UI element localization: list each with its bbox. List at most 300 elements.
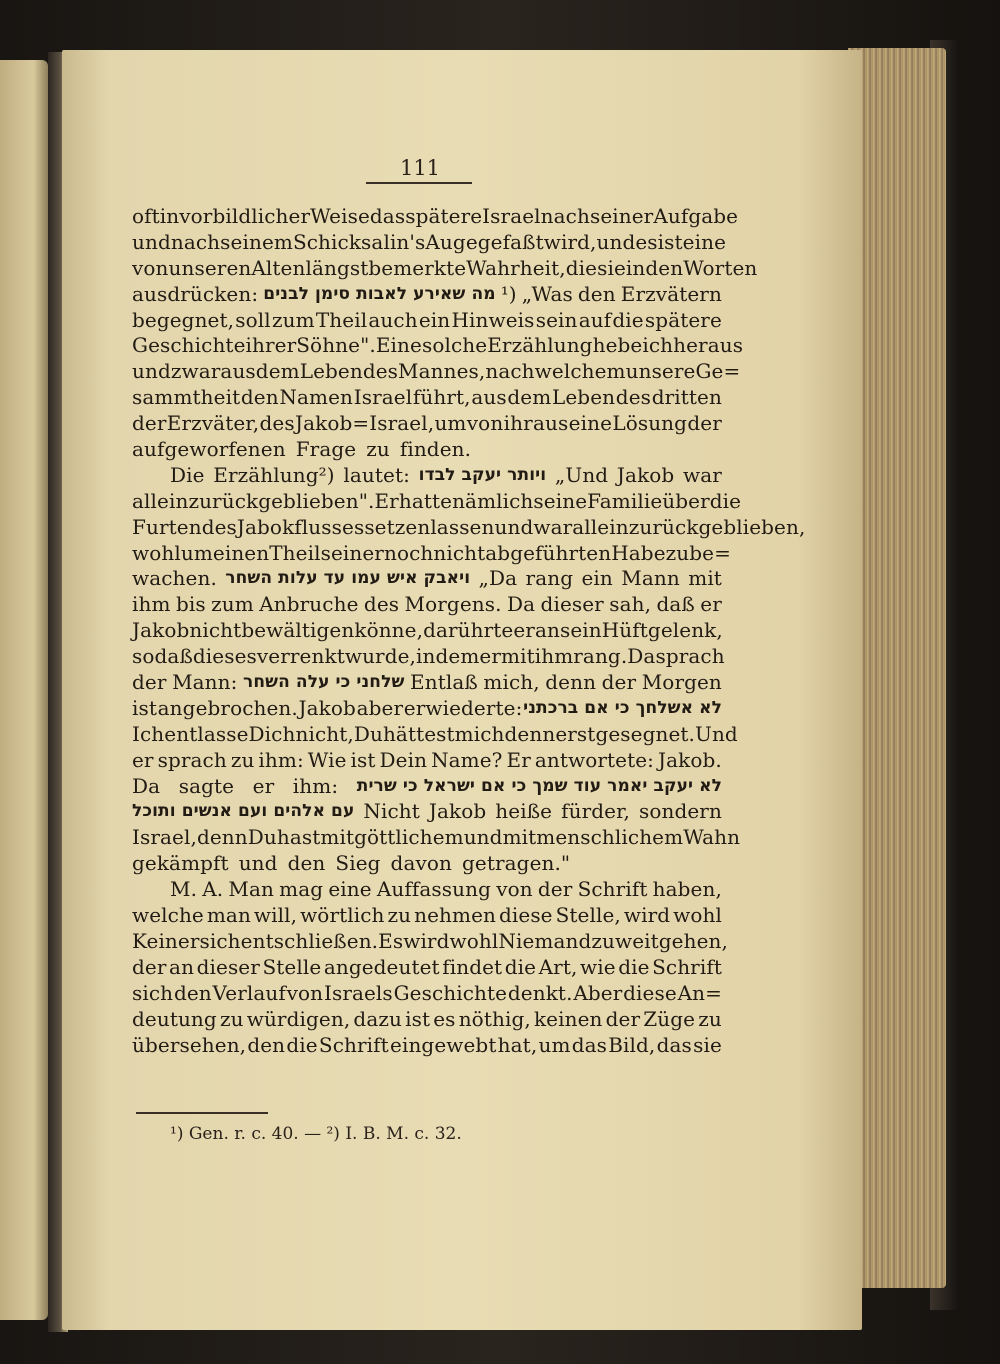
word: zu [366, 437, 390, 462]
word: der [132, 954, 167, 979]
word: Schrift [652, 954, 722, 979]
word: nach [170, 229, 221, 254]
footnote: ¹) Gen. r. c. 40. — ²) I. B. M. c. 32. [170, 1124, 462, 1144]
text-line [132, 696, 722, 722]
word: aus [471, 385, 507, 410]
word: gesegnet. [595, 721, 695, 746]
word: lautet: [343, 462, 410, 487]
word: Jakob [616, 462, 675, 487]
word: seiner [589, 204, 654, 228]
word: abgeführten [485, 540, 612, 565]
word: antwortete: [534, 747, 655, 772]
word: war [683, 462, 722, 487]
word: Habe [611, 540, 666, 565]
word: er [252, 773, 275, 798]
word: bemerkte [368, 255, 467, 280]
word: Auffassung [376, 877, 492, 902]
hebrew-phrase: לא אשלחך כי אם ברכתני [523, 697, 722, 718]
text-line [132, 903, 722, 929]
word: spätere [644, 307, 722, 332]
word: Nicht [363, 799, 420, 824]
word: er [700, 592, 722, 617]
word: der [605, 1006, 641, 1031]
word: den [577, 281, 616, 306]
word: der [132, 411, 167, 436]
word: göttlichem [354, 825, 464, 850]
word: um [538, 1032, 571, 1057]
text-line [132, 1033, 722, 1059]
word: Da [506, 592, 536, 617]
word: ich [642, 333, 674, 358]
word: finden. [399, 437, 472, 462]
word: sah, [609, 592, 652, 617]
word: Erzählung [487, 333, 593, 358]
word: zum [271, 307, 315, 332]
word: Bild, [608, 1032, 656, 1057]
word: dem [255, 359, 300, 384]
word: Stelle, [555, 903, 621, 928]
text-line [132, 514, 806, 541]
word: lassen [430, 514, 495, 539]
word: davon [390, 851, 452, 876]
word: von [466, 411, 504, 436]
word: vorbildlicher [179, 204, 311, 228]
word: Furten [132, 514, 202, 539]
word: des [615, 385, 651, 410]
word: Name? [431, 747, 503, 772]
word: spätere [405, 204, 483, 228]
word: zu [698, 1006, 722, 1031]
word: M. [170, 877, 198, 902]
word: zu [219, 1006, 244, 1031]
word: getragen." [462, 851, 571, 876]
word: wohl [132, 540, 181, 565]
word: sprach [655, 644, 725, 669]
word: seiner [320, 540, 384, 565]
word: entschließen. [240, 928, 379, 953]
word: ihm: [258, 747, 304, 772]
word: Hüftgelenk, [601, 618, 723, 643]
word: Jakob. [658, 747, 722, 772]
hebrew-phrase: עם אלהים ועם אנשים ותוכל [132, 801, 355, 822]
hebrew-phrase: שלחני כי עלה השחר [243, 672, 405, 693]
word: dazu [353, 1006, 402, 1031]
word: der [687, 411, 722, 436]
word: rang. [573, 644, 628, 669]
word: Worten [683, 255, 758, 280]
word: mich [454, 721, 505, 746]
word: Hinweis [451, 307, 535, 332]
word: Ge= [695, 359, 741, 384]
word: ist [132, 695, 157, 720]
word: der [537, 877, 573, 902]
word: hatte [398, 488, 453, 513]
body-text [132, 204, 806, 1058]
word: denkt. [507, 980, 573, 1005]
word: sein [535, 307, 578, 332]
word: wie [580, 954, 616, 979]
word: Alten [251, 255, 306, 280]
text-line [132, 981, 722, 1007]
word: von [496, 877, 533, 902]
word: A. [202, 877, 224, 902]
word: Namen [279, 385, 354, 410]
word: angedeutet [323, 954, 440, 979]
word: wird, [543, 229, 597, 254]
word: zurückgeblieben". [188, 488, 375, 513]
word: ist [657, 229, 683, 254]
word: fürder, [561, 799, 630, 824]
text-line [132, 333, 744, 359]
text-line [132, 308, 722, 334]
word: entlasse [164, 721, 249, 746]
word: mit [688, 566, 722, 591]
word: des [201, 514, 237, 539]
word: zum [211, 592, 254, 617]
word: des [363, 592, 400, 617]
text-line [132, 359, 741, 385]
word: allein [572, 514, 629, 539]
word: solche [421, 333, 488, 358]
word: Eine [375, 333, 422, 358]
word: nöthig, [458, 1006, 531, 1031]
word: mich, [483, 670, 540, 695]
word: Mann [621, 566, 680, 591]
word: Man [228, 877, 274, 902]
word: Weise [310, 204, 370, 228]
word: sie [693, 1032, 722, 1057]
word: Verlauf [212, 980, 286, 1005]
word: die [286, 1032, 318, 1057]
word: setzen [364, 514, 431, 539]
word: eine [682, 229, 727, 254]
word: Sieg [335, 851, 381, 876]
word: den [247, 1032, 286, 1057]
word: Erzväter, [166, 411, 260, 436]
word: Dein [379, 747, 428, 772]
text-line [132, 774, 722, 800]
word: eine [328, 877, 372, 902]
word: nicht [433, 540, 486, 565]
word: soll [235, 307, 271, 332]
word: seinem [220, 229, 293, 254]
word: die [612, 307, 644, 332]
word: indem [416, 644, 480, 669]
word: Mannes, [398, 359, 486, 384]
word: an [534, 618, 560, 643]
word: in's [389, 229, 426, 254]
text-line [132, 670, 722, 696]
word: denn [545, 670, 597, 695]
word: ist [350, 747, 376, 772]
word: angebrochen. [157, 695, 298, 720]
word: Israel, [132, 825, 197, 850]
word: ihm: [292, 773, 339, 798]
word: wird [403, 928, 450, 953]
word: Schrift [577, 877, 648, 902]
word: über [662, 488, 710, 513]
word: längst [305, 255, 369, 280]
word: gekämpft [132, 851, 229, 876]
word: Erzählung²) [213, 462, 335, 487]
text-line [132, 282, 722, 308]
word: Morgens. [404, 592, 502, 617]
word: sich [199, 928, 241, 953]
word: menschlichem [536, 825, 684, 850]
text-line [132, 488, 742, 515]
word: diese [498, 903, 553, 928]
text-line [132, 721, 738, 748]
word: er [513, 618, 535, 643]
word: auch [368, 307, 418, 332]
word: aus [533, 411, 569, 436]
word: Und [695, 721, 738, 746]
word: weit [614, 928, 659, 953]
word: aus [220, 359, 256, 384]
word: findet [442, 954, 503, 979]
word: Frage [295, 437, 357, 462]
word: aufgeworfenen [132, 437, 286, 462]
word: ihm [534, 644, 574, 669]
word: übersehen, [132, 1032, 247, 1057]
word: haben, [652, 877, 722, 902]
word: hat, [497, 1032, 538, 1057]
word: Erzvätern [620, 281, 722, 306]
text-line [132, 748, 722, 774]
word: zu [230, 747, 255, 772]
word: Er [506, 747, 531, 772]
word: hättest [382, 721, 455, 746]
word: keinen [533, 1006, 603, 1031]
word: und [463, 825, 503, 850]
word: um [180, 540, 213, 565]
word: das [369, 204, 406, 228]
word: an [169, 954, 195, 979]
text-line [132, 255, 758, 282]
word: diese [623, 980, 677, 1005]
word: denn [504, 721, 556, 746]
word: das [656, 1032, 692, 1057]
footnote-rule [136, 1112, 268, 1114]
word: ist [405, 1006, 431, 1031]
text-line [132, 851, 722, 877]
text-line [132, 799, 722, 825]
word: nach [540, 204, 590, 228]
word: Lösung [612, 411, 688, 436]
word: sagte [178, 773, 235, 798]
word: Theil [315, 307, 368, 332]
word: Morgen [641, 670, 722, 695]
word: Jabokflusses [236, 514, 365, 539]
word: wohl [449, 928, 499, 953]
word: nach [485, 359, 535, 384]
word: unsere [625, 359, 696, 384]
word: und [596, 229, 636, 254]
word: will, [253, 903, 298, 928]
word: mit [501, 644, 535, 669]
word: Geschichte [393, 980, 508, 1005]
word: Theil [269, 540, 321, 565]
word: deutung [132, 1006, 217, 1031]
word: Mann: [172, 670, 238, 695]
word: wörtlich [300, 903, 385, 928]
word: welchem [534, 359, 626, 384]
word: ein [418, 307, 451, 332]
word: nicht, [295, 721, 354, 746]
word: es [433, 1006, 456, 1031]
word: erst [555, 721, 596, 746]
word: sprach [157, 747, 227, 772]
word: Israels [323, 980, 393, 1005]
word: zu [591, 928, 615, 953]
word: Die [170, 462, 205, 487]
page-edges [848, 48, 946, 1288]
word: Israel [482, 204, 541, 228]
word: Aber [573, 980, 623, 1005]
text-line [132, 463, 722, 489]
word: Aufgabe [653, 204, 739, 228]
word: und [494, 514, 534, 539]
word: Da [627, 644, 656, 669]
text-line [132, 566, 722, 592]
word: man [206, 903, 251, 928]
word: dieser [540, 592, 604, 617]
word: einen [212, 540, 270, 565]
text-line [132, 592, 722, 618]
word: hebe [592, 333, 643, 358]
word: mit [320, 825, 355, 850]
word: noch [383, 540, 434, 565]
word: sie [597, 255, 626, 280]
hebrew-phrase: לא יעקב יאמר עוד שמך כי אם ישראל כי שרית [356, 775, 722, 796]
word: ¹) [500, 281, 517, 306]
word: aber [356, 695, 404, 720]
word: mit [502, 825, 537, 850]
word: heiße [495, 799, 553, 824]
word: Wahrheit, [466, 255, 566, 280]
word: und [238, 851, 278, 876]
word: Leben [299, 359, 363, 384]
word: Es [378, 928, 404, 953]
word: An= [677, 980, 722, 1005]
word: rührte [448, 618, 514, 643]
word: in [625, 255, 646, 280]
text-line [132, 204, 739, 230]
word: des [362, 359, 399, 384]
word: ihrer [245, 333, 297, 358]
word: die [618, 954, 650, 979]
word: gefaßt [477, 229, 544, 254]
word: Jakob [132, 618, 190, 643]
word: ihm [132, 592, 171, 617]
word: auf [578, 307, 612, 332]
word: die [565, 255, 598, 280]
text-line [132, 229, 727, 256]
word: „Da [478, 566, 518, 591]
word: Stelle [262, 954, 322, 979]
word: Schrift [318, 1032, 389, 1057]
word: würdigen, [246, 1006, 351, 1031]
hebrew-phrase: ויותר יעקב לבדו [418, 464, 547, 485]
text-line [132, 955, 722, 981]
word: eine [568, 411, 613, 436]
word: nämlich [452, 488, 534, 513]
word: Familie [587, 488, 663, 513]
word: Wie [307, 747, 347, 772]
word: ein [581, 566, 613, 591]
word: so [132, 644, 155, 669]
word: den [645, 255, 684, 280]
word: erwiederte: [403, 695, 523, 720]
word: sammtheit [132, 385, 241, 410]
word: eingewebt [390, 1032, 497, 1057]
word: Keiner [132, 928, 200, 953]
text-line [132, 644, 725, 670]
text-line [132, 618, 722, 644]
page-number-rule [366, 182, 472, 184]
word: führt, [412, 385, 471, 410]
word: Ich [132, 721, 165, 746]
word: dem [507, 385, 552, 410]
hebrew-phrase: ויאבק איש עמו עד עלות השחר [225, 568, 471, 589]
word: daß [154, 644, 193, 669]
word: des [259, 411, 295, 436]
word: ausdrücken: [132, 281, 259, 306]
word: hast [276, 825, 321, 850]
word: wird [623, 903, 671, 928]
word: wachen. [132, 566, 217, 591]
word: bis [175, 592, 206, 617]
word: Er [374, 488, 399, 513]
word: rang [525, 566, 574, 591]
word: da [423, 618, 448, 643]
word: war [533, 514, 573, 539]
word: von [132, 255, 169, 280]
word: der [132, 670, 167, 695]
word: Israel [353, 385, 413, 410]
word: oft [132, 204, 160, 228]
word: um [434, 411, 467, 436]
word: nehmen [414, 903, 496, 928]
word: daß [656, 592, 695, 617]
word: dieses [192, 644, 257, 669]
word: Wahn [683, 825, 741, 850]
word: Jakob=Israel, [294, 411, 435, 436]
word: wohl [673, 903, 722, 928]
word: be= [689, 540, 731, 565]
word: verrenkt [256, 644, 345, 669]
word: Du [353, 721, 383, 746]
word: Da [132, 773, 161, 798]
word: zwar [170, 359, 221, 384]
text-line [132, 1007, 722, 1033]
word: könne, [354, 618, 424, 643]
word: heraus [673, 333, 744, 358]
word: Auge [425, 229, 478, 254]
word: seine [533, 488, 588, 513]
word: sein [559, 618, 602, 643]
word: Züge [643, 1006, 696, 1031]
word: Söhne". [296, 333, 376, 358]
word: allein [132, 488, 189, 513]
word: Schicksal [292, 229, 390, 254]
word: er [132, 747, 154, 772]
word: „Was [521, 281, 573, 306]
text-line [132, 411, 722, 437]
word: Dich [248, 721, 296, 746]
left-page-edge [0, 60, 48, 1320]
word: Entlaß [410, 670, 478, 695]
